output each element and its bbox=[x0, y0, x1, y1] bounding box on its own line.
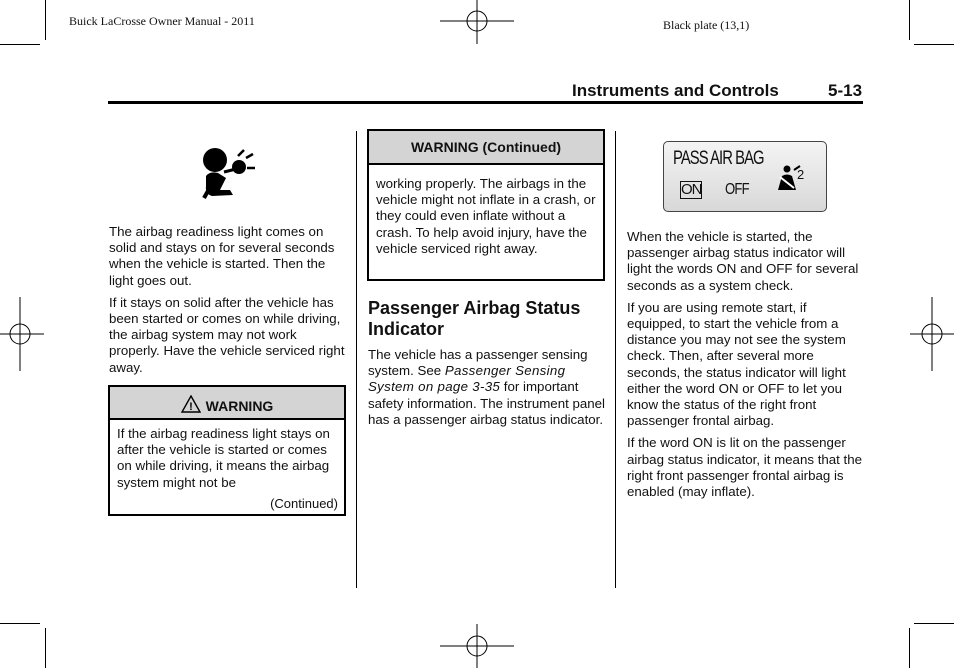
crop-mark bbox=[0, 623, 40, 624]
registration-mark bbox=[440, 0, 514, 44]
warning-symbol: ! bbox=[188, 401, 193, 413]
warning-continued-box bbox=[367, 129, 605, 281]
paragraph: If you are using remote start, if equipped, to start the vehicle from a distance you may not see the system check. Then, after several more seconds, the status indicator will light either the word ON or OFF to let you know the status of the right front passenger frontal airbag. bbox=[627, 299, 846, 429]
registration-mark bbox=[440, 624, 514, 668]
crop-mark bbox=[914, 623, 954, 624]
airbag-readiness-icon bbox=[200, 146, 256, 200]
crop-mark bbox=[914, 44, 954, 45]
crop-mark bbox=[909, 0, 910, 40]
warning-text: working properly. The airbags in the vehicle might not inflate in a crash, or they could even inflate without a crash. To help avoid injury, have the vehicle serviced right away. bbox=[376, 176, 596, 256]
paragraph bbox=[368, 347, 608, 428]
subsection-heading: Passenger Airbag Status Indicator bbox=[368, 298, 581, 339]
crop-mark bbox=[45, 628, 46, 668]
continued-label: (Continued) bbox=[270, 496, 338, 511]
column-divider bbox=[615, 131, 616, 588]
paragraph-text: The vehicle has a passenger sensing system. See bbox=[368, 347, 588, 379]
warning-box bbox=[108, 385, 346, 516]
paragraph: The airbag readiness light comes on solid and stays on for several seconds when the vehicle is started. Then the light goes out. bbox=[109, 224, 335, 288]
section-title: Instruments and Controls bbox=[572, 81, 779, 100]
plate-label: Black plate (13,1) bbox=[663, 18, 750, 32]
crop-mark bbox=[0, 44, 40, 45]
paragraph: If the word ON is lit on the passenger airbag status indicator, it means that the right front passenger frontal airbag is enabled (may inflate). bbox=[627, 435, 863, 500]
crop-mark bbox=[45, 0, 46, 40]
page-number: 5-13 bbox=[828, 81, 863, 100]
paragraph-text: for important safety information. The instrument panel has a passenger airbag status indicator. bbox=[368, 379, 606, 427]
warning-header bbox=[110, 387, 344, 420]
warning-triangle-icon bbox=[181, 395, 201, 413]
indicator-title: PASS AIR BAG bbox=[673, 148, 764, 169]
warning-text: If the airbag readiness light stays on after the vehicle is started or comes on while driving, it means the airbag system might not be bbox=[117, 426, 330, 490]
paragraph: If it stays on solid after the vehicle has been started or comes on while driving, the airbag system may not work properly. Have the vehicle serviced right away. bbox=[109, 294, 345, 375]
passenger-airbag-indicator bbox=[663, 141, 827, 212]
crop-mark bbox=[909, 628, 910, 668]
column-1-text bbox=[109, 224, 349, 376]
warning-header: WARNING (Continued) bbox=[369, 131, 603, 165]
registration-mark bbox=[0, 297, 44, 371]
warning-title: WARNING bbox=[205, 398, 274, 414]
paragraph: When the vehicle is started, the passenger airbag status indicator will light the words ON and OFF for several seconds as a system check. bbox=[627, 229, 859, 293]
manual-title: Buick LaCrosse Owner Manual - 2011 bbox=[69, 14, 255, 28]
indicator-number: 2 bbox=[797, 167, 805, 182]
indicator-off: OFF bbox=[725, 181, 749, 198]
column-divider bbox=[356, 131, 357, 588]
column-3-text bbox=[627, 229, 867, 500]
registration-mark bbox=[910, 297, 954, 371]
column-2-text bbox=[368, 298, 608, 428]
indicator-on: ON bbox=[681, 181, 702, 198]
cross-reference-link[interactable]: Passenger Sensing System on page 3-35 bbox=[368, 363, 566, 395]
header-rule bbox=[108, 101, 863, 104]
